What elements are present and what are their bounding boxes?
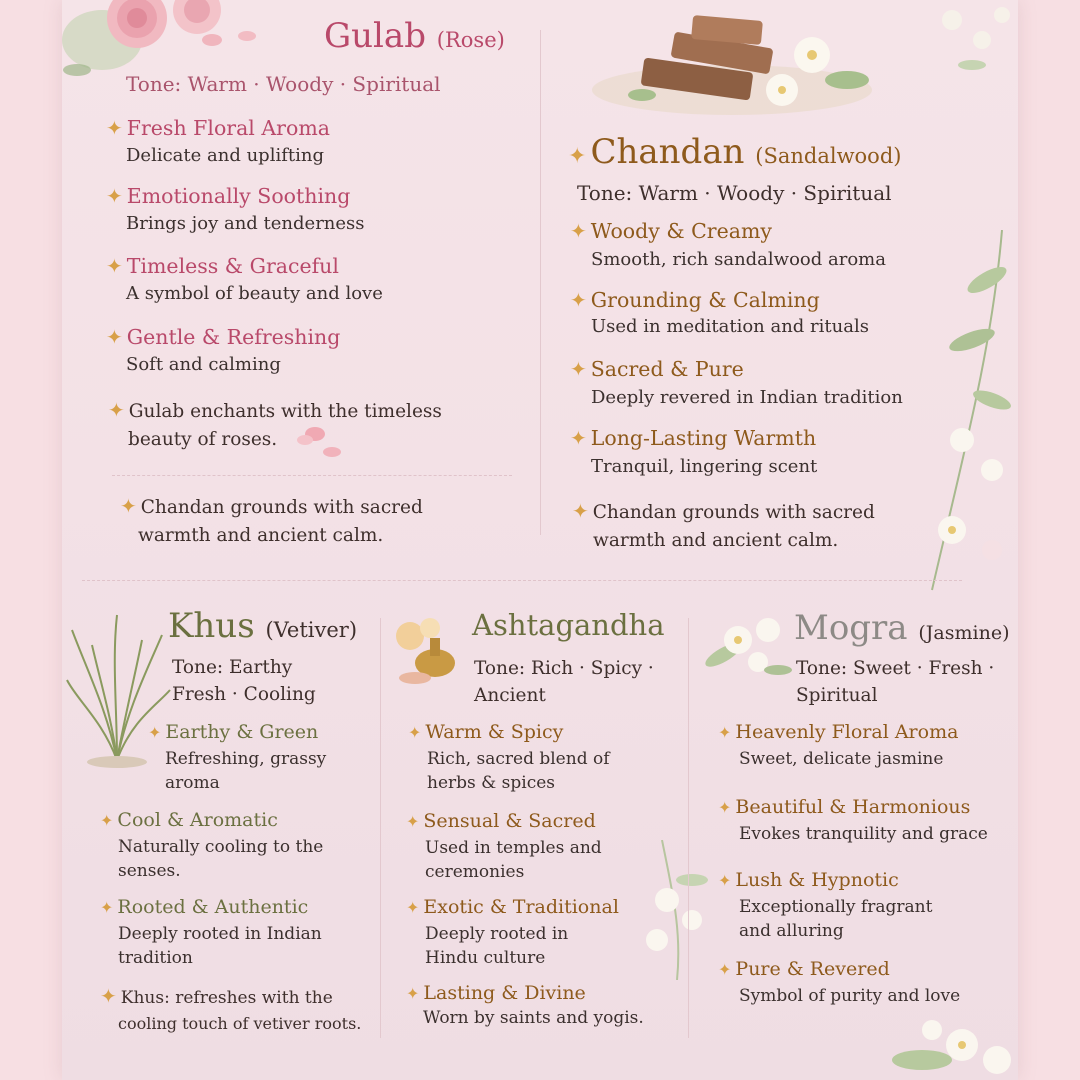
ashtagandha-feature: ✦ Lasting & Divine Worn by saints and yogis. [406, 982, 644, 1028]
sparkle-icon: ✦ [570, 219, 587, 243]
sparkle-icon: ✦ [718, 871, 732, 890]
gulab-feature: ✦ Gentle & Refreshing Soft and calming [106, 325, 341, 375]
sparkle-icon: ✦ [106, 325, 123, 349]
gulab-divider [112, 475, 512, 477]
jasmine-illustration [872, 1000, 1018, 1080]
khus-title: Khus (Vetiver) [168, 606, 358, 646]
sparkle-icon: ✦ [406, 898, 420, 917]
sparkle-icon: ✦ [406, 812, 420, 831]
sparkle-icon: ✦ [568, 144, 587, 169]
column-divider [380, 618, 381, 1038]
sparkle-icon: ✦ [570, 357, 587, 381]
sparkle-icon: ✦ [100, 898, 114, 917]
khus-tagline: ✦ Khus: refreshes with the cooling touch of vetiver roots. [100, 984, 362, 1033]
sparkle-icon: ✦ [570, 288, 587, 312]
sandalwood-illustration [582, 10, 882, 120]
ashtagandha-tone: Tone: Rich · Spicy · Ancient [474, 658, 654, 706]
fragrance-guide-sheet [62, 0, 1018, 1080]
sparkle-icon: ✦ [572, 499, 589, 523]
ashtagandha-feature: ✦ Warm & Spicy Rich, sacred blend of herbs & spices [408, 721, 610, 793]
chandan-tagline: ✦ Chandan grounds with sacred warmth and ancient calm. [572, 499, 875, 551]
ashtagandha-feature: ✦ Sensual & Sacred Used in temples and ceremonies [406, 810, 602, 882]
mogra-feature: ✦ Pure & Revered Symbol of purity and love [718, 958, 961, 1006]
sparkle-icon: ✦ [148, 723, 162, 742]
sparkle-icon: ✦ [406, 984, 420, 1003]
sparkle-icon: ✦ [100, 984, 117, 1008]
jasmine-illustration [698, 600, 798, 690]
sparkle-icon: ✦ [108, 398, 125, 422]
gulab-feature: ✦ Fresh Floral Aroma Delicate and uplifting [106, 116, 330, 166]
sparkle-icon: ✦ [408, 723, 422, 742]
ashtagandha-illustration [390, 608, 470, 688]
sparkle-icon: ✦ [106, 116, 123, 140]
mogra-feature: ✦ Heavenly Floral Aroma Sweet, delicate jasmine [718, 721, 959, 769]
jasmine-illustration [892, 230, 1018, 600]
jasmine-illustration [882, 0, 1018, 90]
sparkle-icon: ✦ [100, 811, 114, 830]
gulab-tone: Tone: Warm · Woody · Spiritual [126, 72, 441, 96]
sparkle-icon: ✦ [718, 723, 732, 742]
chandan-title: ✦ Chandan (Sandalwood) [568, 132, 902, 172]
section-divider [82, 580, 962, 582]
gulab-feature: ✦ Timeless & Graceful A symbol of beauty and love [106, 254, 383, 304]
ashtagandha-feature: ✦ Exotic & Traditional Deeply rooted in Hindu culture [406, 896, 619, 968]
mogra-tone: Tone: Sweet · Fresh · Spiritual [796, 658, 995, 706]
chandan-tone: Tone: Warm · Woody · Spiritual [577, 181, 892, 205]
khus-feature: ✦ Rooted & Authentic Deeply rooted in Indian tradition [100, 896, 322, 968]
mogra-title: Mogra (Jasmine) [794, 608, 1010, 648]
gulab-footer-note: ✦ Chandan grounds with sacred warmth and ancient calm. [120, 494, 423, 546]
sparkle-icon: ✦ [718, 960, 732, 979]
sparkle-icon: ✦ [106, 184, 123, 208]
chandan-feature: ✦ Long-Lasting Warmth Tranquil, lingering scent [570, 426, 818, 477]
jasmine-illustration [622, 840, 722, 980]
ashtagandha-title: Ashtagandha [472, 608, 665, 642]
chandan-feature: ✦ Woody & Creamy Smooth, rich sandalwood aroma [570, 219, 886, 270]
column-divider [540, 30, 541, 535]
sparkle-icon: ✦ [120, 494, 137, 518]
chandan-feature: ✦ Grounding & Calming Used in meditation and rituals [570, 288, 869, 337]
sparkle-icon: ✦ [718, 798, 732, 817]
gulab-title: Gulab (Rose) [324, 16, 505, 56]
mogra-feature: ✦ Beautiful & Harmonious Evokes tranquility and grace [718, 796, 988, 844]
sparkle-icon: ✦ [106, 254, 123, 278]
sparkle-icon: ✦ [570, 426, 587, 450]
mogra-feature: ✦ Lush & Hypnotic Exceptionally fragrant and alluring [718, 869, 933, 941]
khus-tone: Tone: Earthy Fresh · Cooling [172, 657, 316, 705]
khus-feature: ✦ Cool & Aromatic Naturally cooling to the senses. [100, 809, 324, 881]
gulab-feature: ✦ Emotionally Soothing Brings joy and tenderness [106, 184, 365, 234]
gulab-tagline: ✦ Gulab enchants with the timeless beauty of roses. [108, 398, 442, 450]
khus-feature: ✦ Earthy & Green Refreshing, grassy aroma [148, 721, 327, 793]
chandan-feature: ✦ Sacred & Pure Deeply revered in Indian tradition [570, 357, 903, 408]
column-divider [688, 618, 689, 1038]
